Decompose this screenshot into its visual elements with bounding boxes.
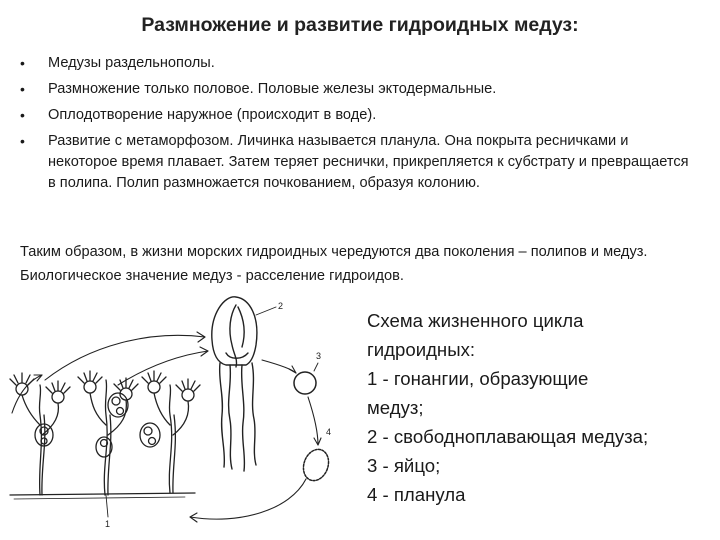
polyp-hydranth xyxy=(78,371,102,393)
diagram-label-2: 2 xyxy=(278,301,284,311)
egg xyxy=(294,372,316,394)
colony-branch xyxy=(22,395,40,425)
bullet-list xyxy=(20,53,695,199)
bullet-item: • Оплодотворение наружное (происходит в воде). xyxy=(20,105,695,126)
diagram-label-1: 1 xyxy=(105,519,111,529)
scheme-item-1-cont: медуз; xyxy=(367,397,424,418)
colony-stalk xyxy=(173,415,176,493)
diagram-label-3: 3 xyxy=(316,351,322,361)
pointer-line xyxy=(256,307,276,315)
colony-stalk xyxy=(169,385,171,493)
scheme-heading-line2: гидроидных: xyxy=(367,339,476,360)
polyp-hydranth xyxy=(46,381,70,403)
scheme-item-1: 1 - гонангии, образующие xyxy=(367,368,589,389)
gonangium xyxy=(140,423,160,447)
bullet-item: • Развитие с метаморфозом. Личинка называется планула. Она покрыта ресничками и некоторое время плавает. Затем теряет реснички, прикрепляется к субстрату и превращается в полипа. Полип размножается почкованием, образуя колонию. xyxy=(20,131,695,194)
colony-branch xyxy=(90,393,106,425)
pointer-line xyxy=(314,363,318,371)
page-title: Размножение и развитие гидроидных медуз: xyxy=(141,14,579,36)
polyp-hydranth xyxy=(142,371,166,393)
scheme-legend xyxy=(367,306,717,509)
gonangium xyxy=(108,393,128,417)
hydroid-life-cycle-diagram xyxy=(0,285,360,540)
diagram-label-4: 4 xyxy=(326,427,332,437)
scheme-heading-line1: Схема жизненного цикла xyxy=(367,310,584,331)
scheme-item-4: 4 - планула xyxy=(367,484,466,505)
planula xyxy=(299,446,332,484)
scheme-item-2: 2 - свободноплавающая медуза; xyxy=(367,426,649,447)
substrate-line xyxy=(10,493,195,495)
scheme-item-3: 3 - яйцо; xyxy=(367,455,441,476)
colony-branch xyxy=(154,393,170,425)
summary-paragraph: Таким образом, в жизни морских гидроидных чередуются два поколения – полипов и медуз. Биологическое значение медуз - расселение гидроидов. xyxy=(20,244,648,284)
bullet-item: • Размножение только половое. Половые железы эктодермальные. xyxy=(20,79,695,100)
polyp-hydranth xyxy=(176,379,200,401)
substrate-shadow xyxy=(14,497,185,499)
bullet-item: • Медузы раздельнополы. xyxy=(20,53,695,74)
medusa xyxy=(212,297,257,471)
